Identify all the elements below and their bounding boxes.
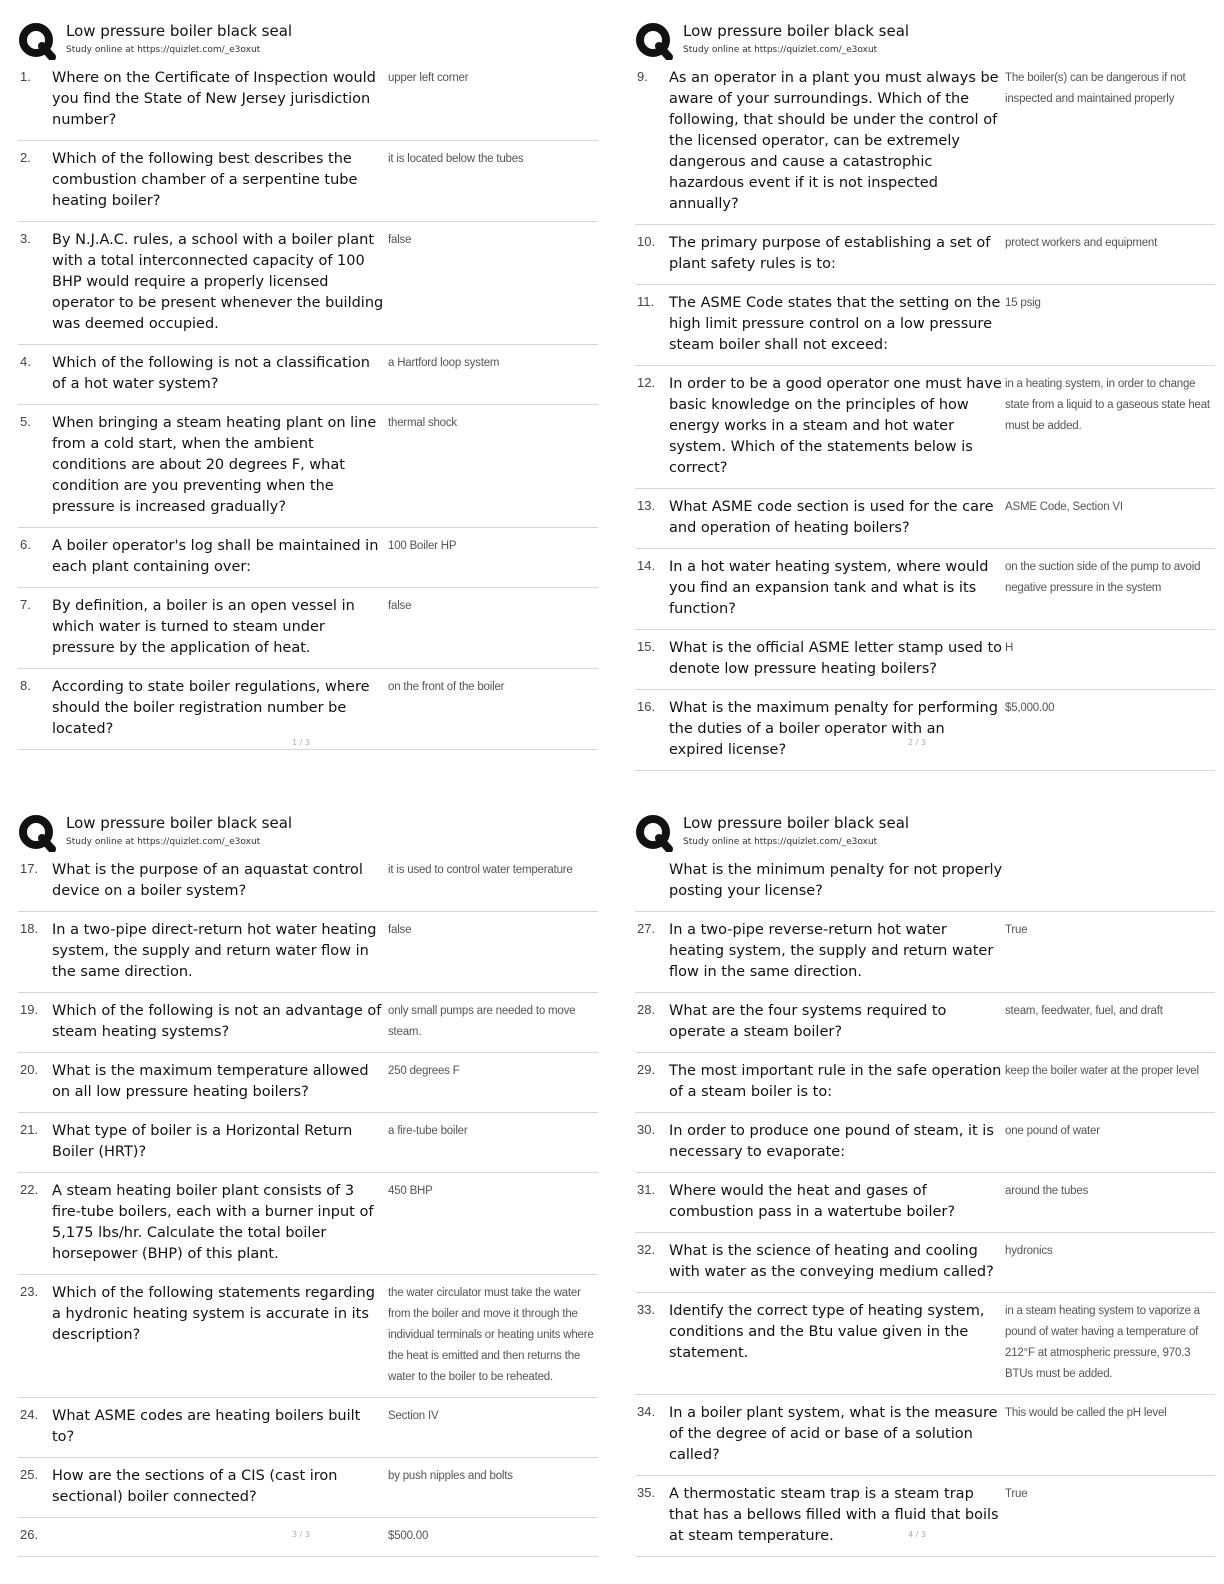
page-number: 3 / 3 (292, 1530, 310, 1539)
page-header (635, 812, 1215, 852)
term-number: 26. (20, 1527, 39, 1542)
term-text: How are the sections of a CIS (cast iron sectional) boiler connected? (52, 1468, 338, 1505)
page-subtitle: Study online at https://quizlet.com/_e3oxut (66, 837, 261, 847)
term-text: In order to be a good operator one must have basic knowledge on the principles of how energy works in a steam and hot water system. Which of the statements below is correct? (669, 376, 1002, 476)
term-text: What is the official ASME letter stamp used to denote low pressure heating boilers? (669, 640, 1003, 677)
term-text: Identify the correct type of heating system, conditions and the Btu value given in the statement. (669, 1303, 985, 1361)
flashcard-row (635, 549, 1215, 630)
term-text: What ASME code section is used for the care and operation of heating boilers? (669, 499, 994, 536)
flashcard-row (635, 1233, 1215, 1293)
flashcard-row (635, 852, 1215, 912)
definition-text: True (1005, 1488, 1028, 1500)
term-number: 35. (637, 1485, 656, 1500)
flashcard-row (635, 1173, 1215, 1233)
flashcard-row (635, 1476, 1215, 1557)
flashcard-row (18, 912, 598, 993)
flashcard-row (18, 222, 598, 345)
page-header (18, 812, 598, 852)
definition-text: 450 BHP (388, 1185, 433, 1197)
term-text: The most important rule in the safe operation of a steam boiler is to: (669, 1063, 1002, 1100)
term-text: What is the science of heating and cooling with water as the conveying medium called? (669, 1243, 994, 1280)
term-number: 14. (637, 558, 656, 573)
term-text: What is the maximum penalty for performing the duties of a boiler operator with an expired license? (669, 700, 998, 758)
definition-text: 250 degrees F (388, 1065, 460, 1077)
definition-text: True (1005, 924, 1028, 936)
definition-text: false (388, 600, 412, 612)
flashcard-row (18, 60, 598, 141)
term-text: What ASME codes are heating boilers built to? (52, 1408, 361, 1445)
term-text: Which of the following is not a classification of a hot water system? (52, 355, 370, 392)
term-text: What type of boiler is a Horizontal Return Boiler (HRT)? (52, 1123, 353, 1160)
quizlet-logo-icon (18, 814, 56, 852)
term-number: 16. (637, 699, 656, 714)
term-number: 3. (20, 231, 31, 246)
definition-text: the water circulator must take the water from the boiler and move it through the individual terminals or heating units where the heat is emitted and then returns the water to the boiler to be reheated. (388, 1287, 594, 1383)
term-text: Which of the following is not an advantage of steam heating systems? (52, 1003, 382, 1040)
term-number: 29. (637, 1062, 656, 1077)
term-number: 22. (20, 1182, 39, 1197)
flashcard-row (18, 588, 598, 669)
flashcard-row (635, 993, 1215, 1053)
definition-text: thermal shock (388, 417, 457, 429)
term-text: In order to produce one pound of steam, it is necessary to evaporate: (669, 1123, 994, 1160)
flashcard-row (635, 690, 1215, 771)
definition-text: $5,000.00 (1005, 702, 1055, 714)
term-number: 1. (20, 69, 31, 84)
term-text: A thermostatic steam trap is a steam trap that has a bellows filled with a fluid that boils at steam temperature. (669, 1486, 999, 1544)
page-title: Low pressure boiler black seal (683, 814, 910, 832)
flashcard-row (18, 1458, 598, 1518)
card-list (635, 852, 1215, 1557)
definition-text: The boiler(s) can be dangerous if not inspected and maintained properly (1005, 72, 1186, 105)
definition-text: false (388, 924, 412, 936)
term-text: Which of the following best describes the combustion chamber of a serpentine tube heating boiler? (52, 151, 358, 209)
term-text: In a boiler plant system, what is the measure of the degree of acid or base of a solution called? (669, 1405, 998, 1463)
page-title: Low pressure boiler black seal (66, 814, 293, 832)
page-title: Low pressure boiler black seal (66, 22, 293, 40)
flashcard-row (18, 993, 598, 1053)
page-2 (635, 20, 1215, 771)
term-number: 11. (637, 294, 655, 309)
definition-text: H (1005, 642, 1014, 654)
definition-text: on the suction side of the pump to avoid negative pressure in the system (1005, 561, 1201, 594)
flashcard-row (635, 489, 1215, 549)
page-header (635, 20, 1215, 60)
term-text: What is the minimum penalty for not properly posting your license? (669, 862, 1003, 899)
flashcard-row (635, 1293, 1215, 1395)
term-text: The primary purpose of establishing a set of plant safety rules is to: (669, 235, 991, 272)
page-subtitle: Study online at https://quizlet.com/_e3oxut (683, 45, 878, 55)
definition-text: a fire-tube boiler (388, 1125, 468, 1137)
term-number: 10. (637, 234, 656, 249)
definition-text: around the tubes (1005, 1185, 1089, 1197)
flashcard-row (18, 345, 598, 405)
term-number: 30. (637, 1122, 656, 1137)
term-text: In a two-pipe direct-return hot water heating system, the supply and return water flow in the same direction. (52, 922, 377, 980)
page-number: 4 / 3 (908, 1530, 926, 1539)
definition-text: on the front of the boiler (388, 681, 505, 693)
definition-text: in a steam heating system to vaporize a pound of water having a temperature of 212°F at atmospheric pressure, 970.3 BTUs must be added. (1005, 1305, 1200, 1380)
definition-text: keep the boiler water at the proper level (1005, 1065, 1199, 1077)
quizlet-logo-icon (18, 22, 56, 60)
term-number: 8. (20, 678, 31, 693)
term-number: 19. (20, 1002, 39, 1017)
term-text: A boiler operator's log shall be maintained in each plant containing over: (52, 538, 379, 575)
term-number: 32. (637, 1242, 656, 1257)
term-text: By N.J.A.C. rules, a school with a boiler plant with a total interconnected capacity of 100 BHP would require a properly licensed operator to be present whenever the building was deemed occupied. (52, 232, 384, 332)
definition-text: upper left corner (388, 72, 469, 84)
page-header (18, 20, 598, 60)
definition-text: in a heating system, in order to change state from a liquid to a gaseous state heat must be added. (1005, 378, 1210, 432)
term-text: By definition, a boiler is an open vessel in which water is turned to steam under pressure by the application of heat. (52, 598, 355, 656)
term-text: Where on the Certificate of Inspection would you find the State of New Jersey jurisdiction number? (52, 70, 376, 128)
term-text: Which of the following statements regarding a hydronic heating system is accurate in its description? (52, 1285, 375, 1343)
page-number: 2 / 3 (908, 738, 926, 747)
definition-text (1003, 860, 1215, 902)
flashcard-row (18, 1275, 598, 1398)
term-text: When bringing a steam heating plant on line from a cold start, when the ambient conditions are about 20 degrees F, what condition are you preventing when the pressure is increased gradually? (52, 415, 377, 515)
term-text: Where would the heat and gases of combustion pass in a watertube boiler? (669, 1183, 956, 1220)
term-number: 25. (20, 1467, 39, 1482)
term-number: 28. (637, 1002, 656, 1017)
flashcard-row (635, 630, 1215, 690)
term-text (52, 1526, 386, 1547)
term-number: 20. (20, 1062, 39, 1077)
term-number (635, 860, 669, 902)
term-text: In a hot water heating system, where would you find an expansion tank and what is its function? (669, 559, 989, 617)
page-title: Low pressure boiler black seal (683, 22, 910, 40)
term-number: 21. (20, 1122, 39, 1137)
term-number: 2. (20, 150, 31, 165)
flashcard-row (635, 285, 1215, 366)
flashcard-row (18, 852, 598, 912)
definition-text: a Hartford loop system (388, 357, 500, 369)
page-number: 1 / 3 (292, 738, 310, 747)
flashcard-row (18, 1053, 598, 1113)
term-text: In a two-pipe reverse-return hot water heating system, the supply and return water flow in the same direction. (669, 922, 994, 980)
definition-text: only small pumps are needed to move steam. (388, 1005, 576, 1038)
definition-text: This would be called the pH level (1005, 1407, 1167, 1419)
term-number: 12. (637, 375, 656, 390)
definition-text: Section IV (388, 1410, 439, 1422)
definition-text: it is located below the tubes (388, 153, 524, 165)
page-1 (18, 20, 598, 750)
quizlet-logo-icon (635, 814, 673, 852)
definition-text: 100 Boiler HP (388, 540, 457, 552)
flashcard-row (635, 912, 1215, 993)
definition-text: one pound of water (1005, 1125, 1100, 1137)
page-4 (635, 812, 1215, 1557)
quizlet-logo-icon (635, 22, 673, 60)
term-number: 33. (637, 1302, 656, 1317)
definition-text: false (388, 234, 412, 246)
term-text: The ASME Code states that the setting on the high limit pressure control on a low pressure steam boiler shall not exceed: (669, 295, 1001, 353)
term-number: 15. (637, 639, 656, 654)
term-number: 18. (20, 921, 39, 936)
page-subtitle: Study online at https://quizlet.com/_e3oxut (66, 45, 261, 55)
card-list (18, 852, 598, 1557)
definition-text: $500.00 (388, 1530, 429, 1542)
term-number: 34. (637, 1404, 656, 1419)
term-number: 5. (20, 414, 31, 429)
page-subtitle: Study online at https://quizlet.com/_e3oxut (683, 837, 878, 847)
flashcard-row (635, 1053, 1215, 1113)
card-list (18, 60, 598, 750)
flashcard-row (18, 528, 598, 588)
definition-text: protect workers and equipment (1005, 237, 1158, 249)
flashcard-row (635, 1113, 1215, 1173)
flashcard-row (635, 1395, 1215, 1476)
term-text: As an operator in a plant you must always be aware of your surroundings. Which of the following, that should be under the control of the licensed operator, can be extremely dangerous and cause a catastrophic hazardous event if it is not inspected annually? (669, 70, 999, 212)
definition-text: 15 psig (1005, 297, 1041, 309)
term-number: 27. (637, 921, 656, 936)
term-number: 24. (20, 1407, 39, 1422)
definition-text: steam, feedwater, fuel, and draft (1005, 1005, 1163, 1017)
term-text: According to state boiler regulations, where should the boiler registration number be located? (52, 679, 370, 737)
term-number: 6. (20, 537, 31, 552)
term-text: What is the maximum temperature allowed on all low pressure heating boilers? (52, 1063, 369, 1100)
term-number: 31. (637, 1182, 656, 1197)
flashcard-row (635, 225, 1215, 285)
term-number: 7. (20, 597, 31, 612)
term-number: 13. (637, 498, 656, 513)
term-number: 9. (637, 69, 648, 84)
definition-text: hydronics (1005, 1245, 1053, 1257)
flashcard-row (18, 405, 598, 528)
term-text: What is the purpose of an aquastat control device on a boiler system? (52, 862, 363, 899)
term-text: What are the four systems required to operate a steam boiler? (669, 1003, 947, 1040)
card-list (635, 60, 1215, 771)
term-number: 23. (20, 1284, 39, 1299)
term-number: 17. (20, 861, 39, 876)
flashcard-row (18, 1398, 598, 1458)
flashcard-row (635, 60, 1215, 225)
definition-text: by push nipples and bolts (388, 1470, 513, 1482)
flashcard-row (18, 1173, 598, 1275)
flashcard-row (18, 1113, 598, 1173)
term-number: 4. (20, 354, 31, 369)
page-3 (18, 812, 598, 1557)
flashcard-row (18, 141, 598, 222)
definition-text: it is used to control water temperature (388, 864, 573, 876)
definition-text: ASME Code, Section VI (1005, 501, 1123, 513)
flashcard-row (635, 366, 1215, 489)
term-text: A steam heating boiler plant consists of 3 fire-tube boilers, each with a burner input of 5,175 lbs/hr. Calculate the total boiler horsepower (BHP) of this plant. (52, 1183, 374, 1262)
